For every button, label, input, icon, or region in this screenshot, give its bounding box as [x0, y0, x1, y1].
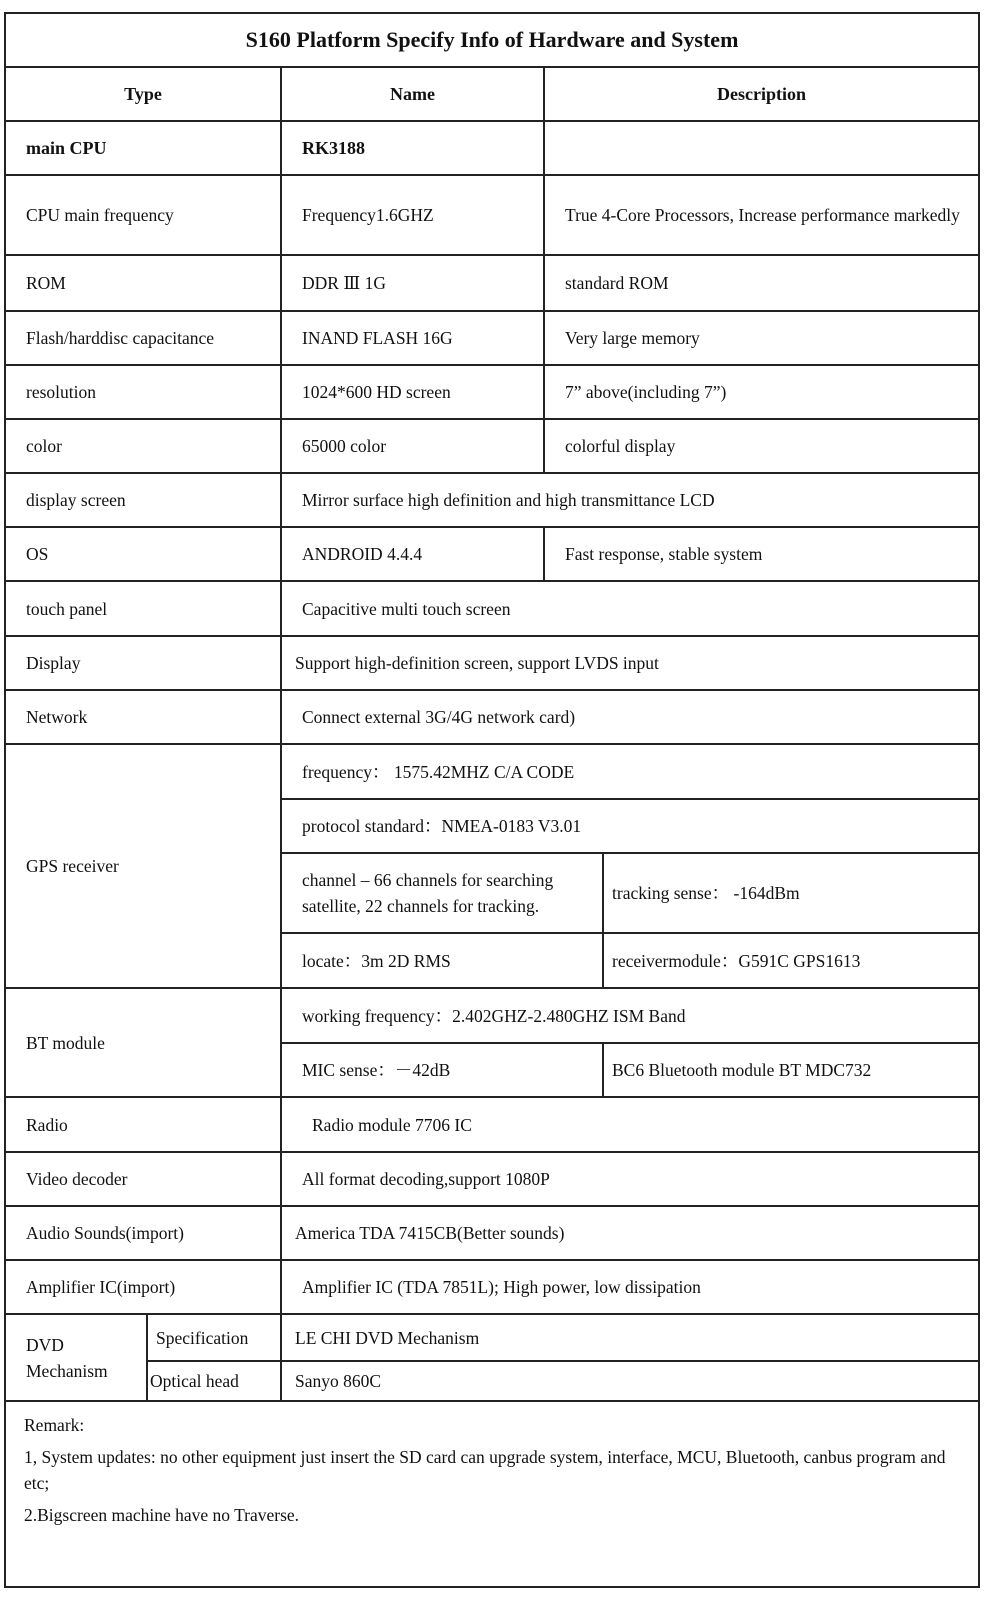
row-type-dvd: DVD Mechanism	[5, 1314, 147, 1401]
table-row	[5, 1260, 979, 1314]
table-row	[5, 690, 979, 744]
row-name-os: ANDROID 4.4.4	[281, 527, 544, 581]
row-name-color: 65000 color	[281, 419, 544, 473]
table-row	[5, 419, 979, 473]
table-row	[5, 1097, 979, 1152]
page-title: S160 Platform Specify Info of Hardware and System	[5, 13, 979, 67]
row-type-audio: Audio Sounds(import)	[5, 1206, 281, 1260]
row-type-color: color	[5, 419, 281, 473]
remark-heading: Remark:	[24, 1415, 85, 1435]
spec-table	[4, 12, 980, 1588]
row-desc-os: Fast response, stable system	[544, 527, 979, 581]
table-row	[5, 255, 979, 311]
table-row	[5, 1206, 979, 1260]
row-type-touch-panel: touch panel	[5, 581, 281, 636]
row-type-network: Network	[5, 690, 281, 744]
row-desc-main-cpu	[544, 121, 979, 175]
row-type-gps: GPS receiver	[5, 744, 281, 988]
row-value-network: Connect external 3G/4G network card)	[281, 690, 979, 744]
gps-frequency: frequency： 1575.42MHZ C/A CODE	[281, 744, 979, 799]
row-name-main-cpu: RK3188	[281, 121, 544, 175]
gps-locate: locate：3m 2D RMS	[281, 933, 603, 988]
remark-line-2: 2.Bigscreen machine have no Traverse.	[24, 1505, 300, 1525]
row-name-rom: DDR Ⅲ 1G	[281, 255, 544, 311]
gps-protocol: protocol standard：NMEA-0183 V3.01	[281, 799, 979, 853]
table-row	[5, 1361, 979, 1401]
row-type-video: Video decoder	[5, 1152, 281, 1206]
row-value-touch-panel: Capacitive multi touch screen	[281, 581, 979, 636]
row-value-audio: America TDA 7415CB(Better sounds)	[281, 1206, 979, 1260]
row-type-cpu-frequency: CPU main frequency	[5, 175, 281, 255]
table-row	[5, 365, 979, 419]
table-row	[5, 744, 979, 799]
row-value-radio: Radio module 7706 IC	[281, 1097, 979, 1152]
row-type-bt: BT module	[5, 988, 281, 1097]
row-desc-flash: Very large memory	[544, 311, 979, 365]
gps-tracking: tracking sense： -164dBm	[603, 853, 979, 933]
bt-mic: MIC sense：－42dB	[281, 1043, 603, 1097]
table-row	[5, 175, 979, 255]
header-name: Name	[281, 67, 544, 121]
dvd-optical-label: Optical head	[147, 1361, 281, 1401]
row-value-amplifier: Amplifier IC (TDA 7851L); High power, low dissipation	[281, 1260, 979, 1314]
row-type-resolution: resolution	[5, 365, 281, 419]
remark-cell	[5, 1401, 979, 1587]
table-row	[5, 636, 979, 690]
row-type-display-screen: display screen	[5, 473, 281, 527]
bt-module: BC6 Bluetooth module BT MDC732	[603, 1043, 979, 1097]
gps-channel: channel – 66 channels for searching satellite, 22 channels for tracking.	[281, 853, 603, 933]
row-type-main-cpu: main CPU	[5, 121, 281, 175]
row-desc-cpu-frequency: True 4-Core Processors, Increase performance markedly	[544, 175, 979, 255]
row-type-flash: Flash/harddisc capacitance	[5, 311, 281, 365]
table-row	[5, 473, 979, 527]
remark-row	[5, 1401, 979, 1587]
gps-module: receivermodule：G591C GPS1613	[603, 933, 979, 988]
row-type-display: Display	[5, 636, 281, 690]
table-row	[5, 988, 979, 1043]
row-type-radio: Radio	[5, 1097, 281, 1152]
header-description: Description	[544, 67, 979, 121]
table-row	[5, 527, 979, 581]
table-row	[5, 311, 979, 365]
row-name-flash: INAND FLASH 16G	[281, 311, 544, 365]
table-row	[5, 1314, 979, 1361]
dvd-spec-label: Specification	[147, 1314, 281, 1361]
row-desc-resolution: 7” above(including 7”)	[544, 365, 979, 419]
table-row	[5, 121, 979, 175]
row-value-display: Support high-definition screen, support LVDS input	[281, 636, 979, 690]
row-desc-color: colorful display	[544, 419, 979, 473]
dvd-optical-value: Sanyo 860C	[281, 1361, 979, 1401]
header-type: Type	[5, 67, 281, 121]
row-desc-rom: standard ROM	[544, 255, 979, 311]
row-type-rom: ROM	[5, 255, 281, 311]
table-row	[5, 581, 979, 636]
row-value-display-screen: Mirror surface high definition and high transmittance LCD	[281, 473, 979, 527]
row-value-video: All format decoding,support 1080P	[281, 1152, 979, 1206]
table-row	[5, 1152, 979, 1206]
bt-frequency: working frequency：2.402GHZ-2.480GHZ ISM Band	[281, 988, 979, 1043]
row-type-os: OS	[5, 527, 281, 581]
row-type-amplifier: Amplifier IC(import)	[5, 1260, 281, 1314]
remark-line-1: 1, System updates: no other equipment just insert the SD card can upgrade system, interface, MCU, Bluetooth, canbus program and etc;	[24, 1447, 946, 1493]
row-name-cpu-frequency: Frequency1.6GHZ	[281, 175, 544, 255]
dvd-spec-value: LE CHI DVD Mechanism	[281, 1314, 979, 1361]
row-name-resolution: 1024*600 HD screen	[281, 365, 544, 419]
